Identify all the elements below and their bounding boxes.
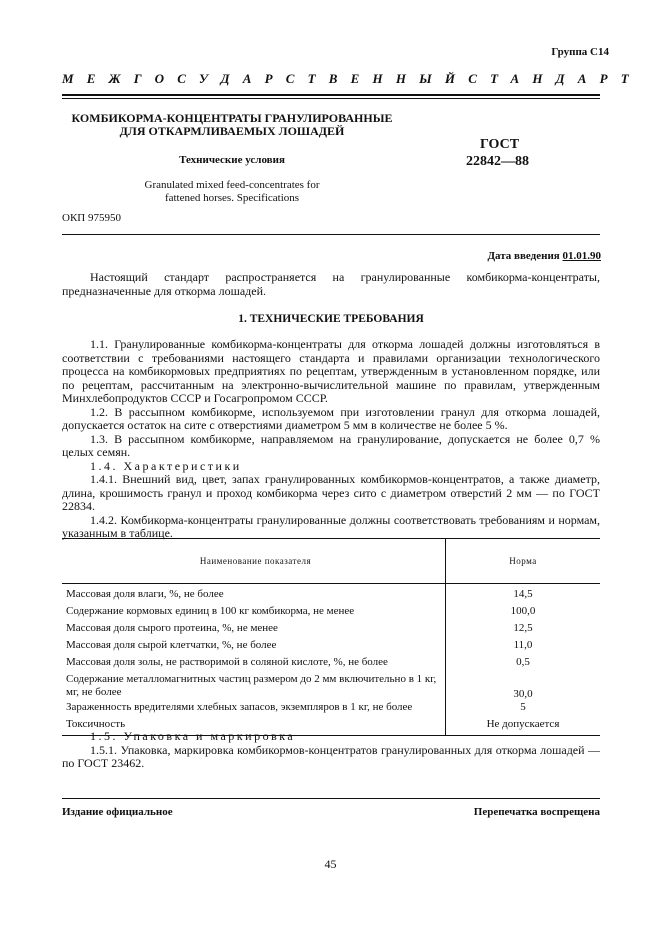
banner-word-interstate: МЕЖГОСУДАРСТВЕННЫЙ: [62, 71, 469, 86]
gost-label: ГОСТ: [480, 137, 520, 152]
banner-rule-top: [62, 94, 600, 96]
paragraph-1-1: 1.1. Гранулированные комбикорма-концентраты для откорма лошадей должны изготовляться в соответствии с требованиями настоящего стандарта и правилами организации технологического процесса на комбикормовых предприятиях по рецептам, утвержденным в установленном порядке, или по рецептам, рассчитанным на электронно-вычислительной машине по правилам, утвержденным Минхлебопродуктов СССР и Госагропромом СССР.: [62, 337, 600, 405]
table-cell-name: Массовая доля сырого протеина, %, не менее: [62, 622, 446, 639]
table-cell-value: 100,0: [510, 605, 536, 617]
gost-number: 22842—88: [466, 154, 529, 169]
table-row: [62, 673, 600, 701]
table-cell-value: 11,0: [513, 639, 533, 651]
header-divider: [62, 234, 600, 235]
paragraph-1-3: 1.3. В рассыпном комбикорме, направляемом на гранулирование, допускается не более 0,7 % целых семян.: [62, 431, 600, 459]
table-cell-value: 30,0: [513, 688, 533, 700]
table-row: [62, 701, 600, 718]
gost-designation: [466, 136, 529, 170]
paragraph-1-4-2: 1.4.2. Комбикорма-концентраты гранулированные должны соответствовать требованиям и нормам, указанным в таблице.: [62, 512, 600, 540]
table-cell-name: Массовая доля сырой клетчатки, %, не более: [62, 639, 446, 656]
requirements-table: [62, 538, 600, 736]
title-line-2: ДЛЯ ОТКАРМЛИВАЕМЫХ ЛОШАДЕЙ: [119, 124, 345, 138]
table-cell-value: 5: [520, 701, 526, 713]
table-cell-value: Не допускается: [446, 718, 601, 736]
paragraph-1-2: 1.2. В рассыпном комбикорме, используемом при изготовлении гранул для откорма лошадей, допускается остаток на сите с отверстиями диаметром 5 мм в количестве не более 5 %.: [62, 404, 600, 432]
table-cell-name: Содержание кормовых единиц в 100 кг комбикорма, не менее: [62, 605, 446, 622]
table-row: [62, 584, 600, 606]
document-title: [62, 112, 402, 138]
table-row: [62, 639, 600, 656]
footer: [62, 806, 600, 818]
group-label: Группа С14: [551, 46, 609, 58]
table-header-row: [62, 539, 600, 584]
table-cell-name: Токсичность: [62, 718, 446, 736]
english-title: [62, 179, 402, 205]
packaging-section: [62, 730, 600, 771]
intro-paragraph: [62, 271, 600, 298]
okp-code: ОКП 975950: [62, 212, 121, 224]
table-cell-value: 14,5: [513, 588, 533, 600]
table-cell-value: 12,5: [513, 622, 533, 634]
effective-date-label: Дата введения: [487, 250, 560, 262]
intro-text: Настоящий стандарт распространяется на гранулированные комбикорма-концентраты, предназначенные для откорма лошадей.: [62, 270, 600, 298]
standard-banner: [62, 71, 642, 87]
table-row: [62, 605, 600, 622]
table-body: [62, 584, 600, 736]
table-header-value: Норма: [446, 539, 601, 584]
effective-date: [487, 250, 601, 262]
section-1-body: [62, 338, 600, 541]
footer-reprint-prohibited: Перепечатка воспрещена: [473, 806, 600, 818]
page-number: 45: [324, 857, 337, 871]
paragraph-1-5: 1.5. Упаковка и маркировка: [90, 729, 296, 743]
english-title-line-2: fattened horses. Specifications: [164, 192, 300, 204]
section-1-heading: 1. ТЕХНИЧЕСКИЕ ТРЕБОВАНИЯ: [238, 313, 424, 325]
footer-official-edition: Издание официальное: [62, 806, 173, 818]
table-row: [62, 622, 600, 639]
document-subtitle: Технические условия: [179, 154, 285, 166]
table-cell-name: Зараженность вредителями хлебных запасов, экземпляров в 1 кг, не более: [62, 701, 446, 718]
table-cell-name: Массовая доля влаги, %, не более: [62, 584, 446, 606]
paragraph-1-5-1: 1.5.1. Упаковка, маркировка комбикормов-концентратов гранулированных для откорма лошадей — по ГОСТ 23462.: [62, 742, 600, 770]
footer-rule: [62, 798, 600, 799]
banner-word-standard: СТАНДАРТ: [468, 71, 642, 86]
table-cell-value: 0,5: [516, 656, 530, 668]
table-cell-name: Массовая доля золы, не растворимой в соляной кислоте, %, не более: [62, 656, 446, 673]
banner-rule-bottom: [62, 98, 600, 99]
paragraph-1-4: 1.4. Характеристики: [90, 458, 242, 473]
effective-date-value: 01.01.90: [562, 250, 601, 262]
english-title-line-1: Granulated mixed feed-concentrates for: [144, 179, 320, 191]
title-line-1: КОМБИКОРМА-КОНЦЕНТРАТЫ ГРАНУЛИРОВАННЫЕ: [71, 111, 393, 125]
table-cell-name: Содержание металломагнитных частиц размером до 2 мм включительно в 1 кг, мг, не более: [62, 673, 446, 701]
table-row: [62, 656, 600, 673]
paragraph-1-4-1: 1.4.1. Внешний вид, цвет, запах гранулированных комбикормов-концентратов, а также диаметр, длина, крошимость гранул и проход комбикорма через сито с диаметром отверстий 2 мм — по ГОСТ 22834.: [62, 472, 600, 513]
table-header-name: Наименование показателя: [62, 539, 446, 584]
